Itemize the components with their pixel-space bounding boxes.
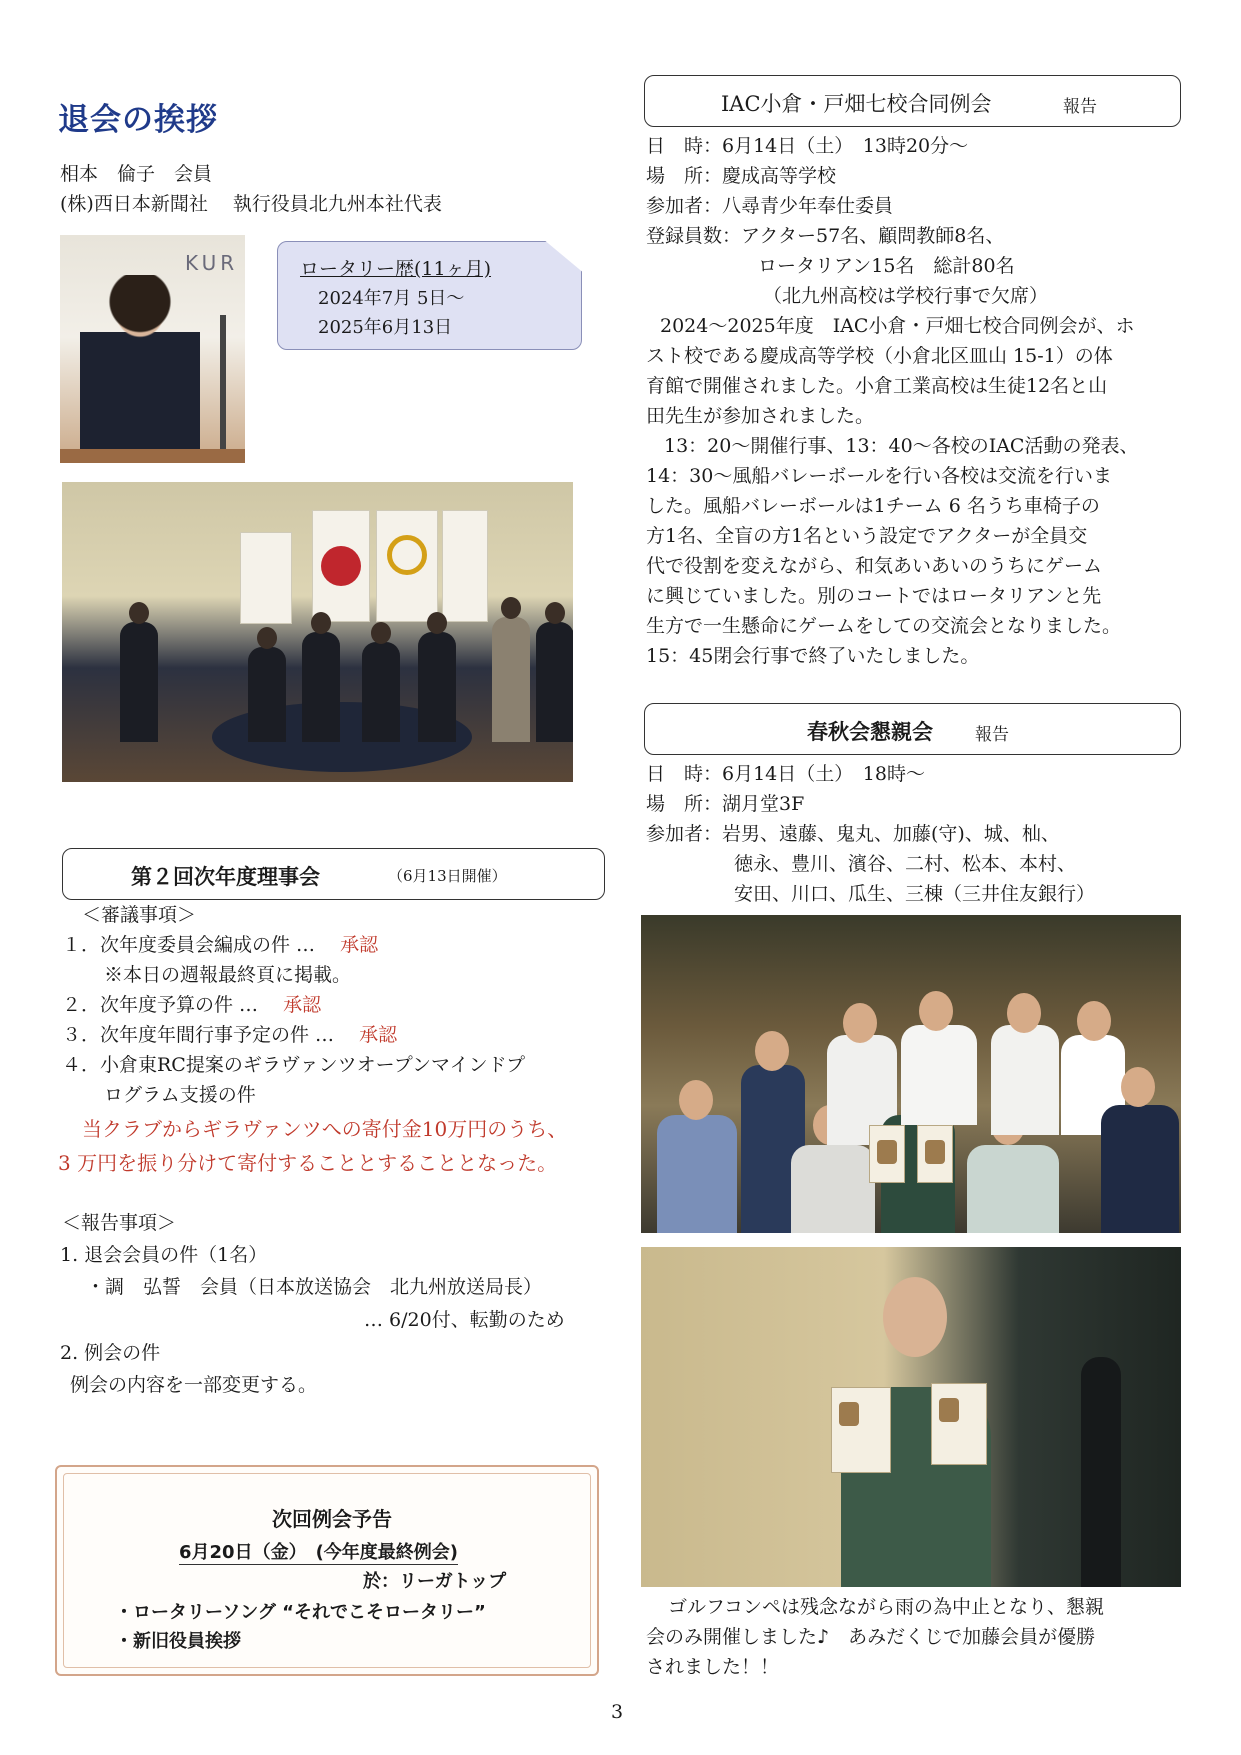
iac-body-line: 田先生が参加されました。: [646, 405, 875, 427]
career-from-date: 2024年7月 5日〜: [318, 288, 465, 309]
career-to-date: 2025年6月13日: [318, 317, 453, 338]
iac-body-line: 14：30〜風船バレーボールを行い各校は交流を行いま: [646, 465, 1112, 487]
shunju-title: 春秋会懇親会: [807, 720, 933, 744]
iac-line: 場 所：慶成高等学校: [646, 165, 837, 187]
member-face: [919, 991, 953, 1031]
speaker-figure: [80, 275, 200, 463]
iac-line: 参加者：八尋青少年奉仕委員: [646, 195, 894, 217]
iac-title: IAC小倉・戸畑七校合同例会: [721, 92, 992, 116]
shunju-report-tag: 報告: [975, 725, 1009, 745]
prize-card-right: [931, 1383, 987, 1465]
iac-body-line: した。風船バレーボールは1チーム 6 名うち車椅子の: [646, 495, 1100, 517]
speaker-photo: [60, 235, 245, 463]
approval-status: 承認: [340, 934, 379, 956]
agenda-item-cont: ログラム支援の件: [104, 1084, 256, 1106]
next-meeting-item: ・新旧役員挨拶: [115, 1631, 241, 1652]
attendee: [362, 642, 400, 742]
report-line: ・調 弘誓 会員（日本放送協会 北九州放送局長）: [86, 1276, 543, 1298]
member-face: [755, 1031, 789, 1071]
group-photo: [641, 915, 1181, 1233]
microphone-stand: [220, 315, 226, 455]
caption-line: 会のみ開催しました♪ あみだくじで加藤会員が優勝: [646, 1626, 1096, 1648]
prize-card: [869, 1125, 905, 1183]
member: [967, 1145, 1059, 1233]
approval-status: 承認: [283, 994, 322, 1016]
podium: [60, 449, 245, 463]
shunju-header-box: [644, 703, 1181, 755]
attendee: [120, 622, 158, 742]
speaker-photo-backdrop-text: KUR: [185, 251, 239, 275]
attendee: [492, 617, 530, 742]
next-meeting-title: 次回例会予告: [272, 1507, 392, 1531]
report-line: 1. 退会会員の件（1名）: [60, 1244, 268, 1266]
member: [1101, 1105, 1179, 1233]
page-number: 3: [611, 1701, 624, 1723]
board-meeting-title: 第２回次年度理事会: [131, 865, 320, 889]
report-line: … 6/20付、転勤のため: [364, 1309, 565, 1331]
iac-body-line: 生方で一生懸命にゲームをしての交流会となりました。: [646, 615, 1122, 637]
next-meeting-box: [55, 1465, 599, 1676]
iac-line: ロータリアン15名 総計80名: [758, 255, 1015, 277]
member: [657, 1115, 737, 1233]
attendee: [536, 622, 573, 742]
agenda-item: ４．小倉東RC提案のギラヴァンツオープンマインドプ: [62, 1054, 525, 1076]
japan-flag: [312, 510, 370, 622]
next-meeting-date: 6月20日（金） (今年度最終例会): [179, 1538, 458, 1565]
shunju-line: 日 時：6月14日（土） 18時〜: [646, 763, 925, 785]
member-face: [1007, 993, 1041, 1033]
iac-line: （北九州高校は学校行事で欠席）: [763, 285, 1049, 307]
winner-photo: [641, 1247, 1181, 1587]
meeting-room-photo: [62, 482, 573, 782]
member: [791, 1145, 875, 1233]
rotary-flag: [376, 510, 438, 622]
member-face: [843, 1003, 877, 1043]
member-face: [1077, 1001, 1111, 1041]
retire-title: 退会の挨拶: [58, 102, 218, 138]
iac-line: 登録員数：アクター57名、顧問教師8名、: [646, 225, 1005, 247]
member: [901, 1025, 977, 1125]
iac-header-box: [644, 75, 1181, 127]
shunju-line: 安田、川口、瓜生、三棟（三井住友銀行）: [734, 883, 1096, 905]
iac-line: 日 時：6月14日（土） 13時20分〜: [646, 135, 969, 157]
prize-card: [917, 1125, 953, 1183]
board-meeting-date: （6月13日開催）: [388, 867, 507, 885]
report-label: ＜報告事項＞: [62, 1212, 177, 1234]
club-banner: [442, 510, 488, 622]
iac-body-line: 13：20〜開催行事、13：40〜各校のIAC活動の発表、: [664, 435, 1139, 457]
iac-body-line: 15：45閉会行事で終了いたしました。: [646, 645, 980, 667]
iac-body-line: 2024〜2025年度 IAC小倉・戸畑七校合同例会が、ホ: [660, 315, 1135, 337]
member-face: [679, 1080, 713, 1120]
shunju-line: 場 所：湖月堂3F: [646, 793, 805, 815]
agenda-label: ＜審議事項＞: [82, 904, 197, 926]
iac-body-line: 育館で開催されました。小倉工業高校は生徒12名と山: [646, 375, 1108, 397]
attendee: [248, 647, 286, 742]
retire-affiliation: (株)西日本新聞社 執行役員北九州本社代表: [60, 193, 442, 215]
prize-card-left: [831, 1387, 891, 1473]
member: [991, 1025, 1059, 1135]
shunju-line: 参加者：岩男、遠藤、鬼丸、加藤(守)、城、杣、: [646, 823, 1060, 845]
next-meeting-item: ・ロータリーソング “それでこそロータリー”: [115, 1602, 486, 1623]
report-line: 2. 例会の件: [60, 1342, 161, 1364]
caption-line: ゴルフコンペは残念ながら雨の為中止となり、懇親: [668, 1596, 1105, 1618]
agenda-item: １．次年度委員会編成の件 … 承認: [62, 934, 379, 956]
next-meeting-venue: 於：リーガトップ: [363, 1571, 507, 1592]
iac-body-line: 代で役割を変えながら、和気あいあいのうちにゲーム: [646, 555, 1103, 577]
bystander: [1081, 1357, 1121, 1587]
winner-face: [883, 1277, 947, 1357]
agenda-item: ２．次年度予算の件 … 承認: [62, 994, 322, 1016]
career-title: ロータリー歴(11ヶ月): [300, 258, 492, 280]
caption-line: されました！！: [646, 1656, 780, 1678]
shunju-line: 徳永、豊川、濱谷、二村、松本、本村、: [734, 853, 1077, 875]
donation-line: 当クラブからギラヴァンツへの寄付金10万円のうち、: [82, 1117, 568, 1141]
retire-member-name: 相本 倫子 会員: [60, 163, 213, 185]
iac-report-tag: 報告: [1063, 97, 1097, 117]
attendee: [418, 632, 456, 742]
club-banner-left: [240, 532, 292, 624]
iac-body-line: 方1名、全盲の方1名という設定でアクターが全員交: [646, 525, 1088, 547]
member-face: [1121, 1067, 1155, 1107]
agenda-item: ３．次年度年間行事予定の件 … 承認: [62, 1024, 398, 1046]
attendee: [302, 632, 340, 742]
report-line: 例会の内容を一部変更する。: [70, 1374, 318, 1396]
donation-line: 3 万円を振り分けて寄付することとすることとなった。: [58, 1151, 558, 1175]
agenda-note: ※本日の週報最終頁に掲載。: [104, 964, 352, 986]
approval-status: 承認: [359, 1024, 398, 1046]
board-meeting-header-box: [62, 848, 605, 900]
iac-body-line: に興じていました。別のコートではロータリアンと先: [646, 585, 1102, 607]
iac-body-line: スト校である慶成高等学校（小倉北区皿山 15-1）の体: [646, 345, 1113, 367]
